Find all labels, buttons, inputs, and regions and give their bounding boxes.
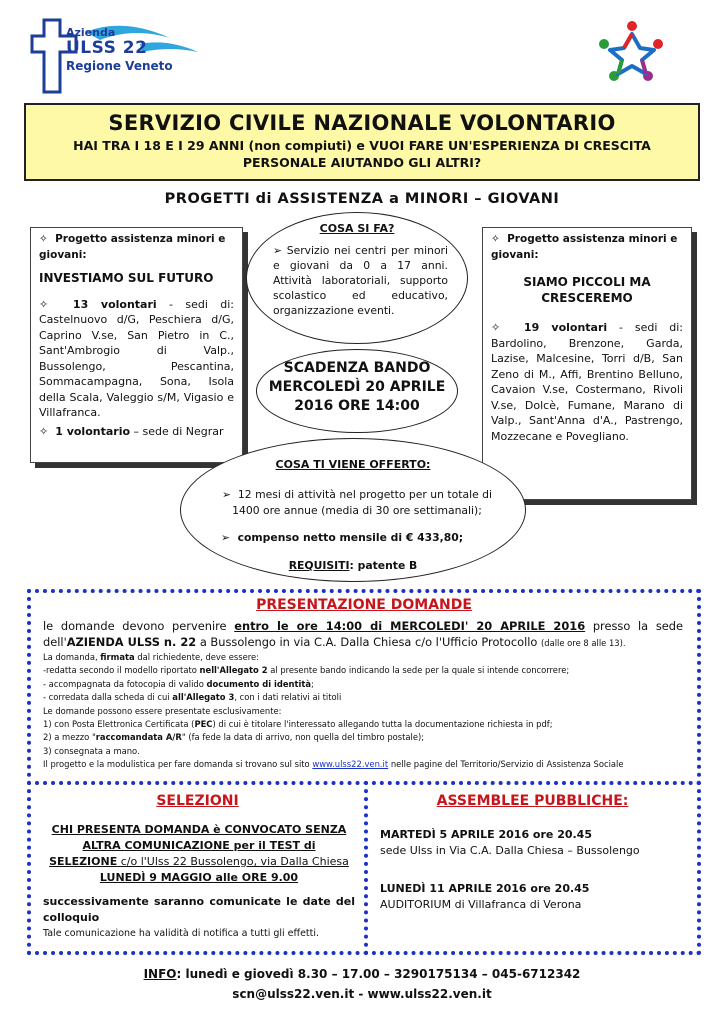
project-right-sedi: ✧ 19 volontari - sedi di: Bardolino, Brenzone, Garda, Lazise, Malcesine, Torri d/B, San Zeno di M., Affi, Brentino Belluno, Cavaion V.se, Costermano, Rivoli V.se, Dolcè, Fumane, Marano di Valp., Sant'Anna d'A., Pastrengo, Mozzecane e Povegliano. — [491, 321, 683, 443]
presentazione-line: - accompagnata da fotocopia di valido documento di identità; — [43, 678, 314, 689]
project-right-head: ✧ Progetto assistenza minori e giovani: — [491, 233, 678, 261]
selezioni-line-4: LUNEDÌ 9 MAGGIO alle ORE 9.00 — [99, 871, 299, 884]
page-title: SERVIZIO CIVILE NAZIONALE VOLONTARIO — [108, 111, 616, 135]
cosa-si-fa-title: COSA SI FA? — [319, 222, 395, 235]
diamond-bullet-icon: ✧ — [491, 321, 524, 334]
footer — [0, 964, 724, 1004]
offerto-title: COSA TI VIENE OFFERTO: — [275, 458, 431, 471]
assemblea-place-1: sede Ulss in Via C.A. Dalla Chiesa – Bussolengo — [380, 844, 640, 857]
footer-info: INFO: lunedì e giovedì 8.30 – 17.00 – 3290175134 – 045-6712342 — [143, 967, 581, 981]
presentazione-line: 3) consegnata a mano. — [43, 745, 140, 756]
presentazione-paragraph: le domande devono pervenire entro le ore 14:00 di MERCOLEDI' 20 APRILE 2016 presso la sede dell'AZIENDA ULSS n. 22 a Bussolengo in via C.A. Dalla Chiesa c/o l'Ufficio Protocollo (dalle ore 8 alle 13). — [43, 619, 683, 649]
cosa-si-fa-bubble — [246, 212, 468, 344]
presentazione-line: 1) con Posta Elettronica Certificata (PEC) di cui è titolare l'interessato allegando tutta la documentazione richiesta in pdf; — [43, 719, 553, 730]
project-left-extra: ✧ 1 volontario – sede di Negrar — [39, 424, 224, 438]
scadenza-bubble — [256, 349, 458, 433]
arrow-bullet-icon: ➢ — [221, 488, 238, 501]
presentazione-line: 2) a mezzo "raccomandata A/R" (fa fede la data di arrivo, non quella del timbro postale); — [43, 732, 425, 743]
assemblea-date-1: MARTEDÌ 5 APRILE 2016 ore 20.45 — [380, 828, 592, 841]
project-left-sedi: ✧ 13 volontari - sedi di: Castelnuovo d/G, Peschiera d/G, Caprino V.se, San Pietro in C., Sant'Ambrogio di Valp., Bussolengo, Pescantina, Sommacampagna, Sona, Isola della Scala, Valeggio s/M, Vigasio e Villafranca. — [39, 297, 234, 419]
presentazione-section — [27, 589, 701, 785]
servizio-civile-star-logo-icon — [596, 16, 668, 88]
presentazione-line: -redatta secondo il modello riportato nell'Allegato 2 al presente bando indicando la sede per la quale si intende concorrere; — [43, 665, 570, 676]
scadenza-line-3: 2016 ORE 14:00 — [294, 398, 420, 414]
selezioni-section — [27, 781, 368, 955]
cosa-si-fa-text: ➢ Servizio nei centri per minori e giovani da 0 a 17 anni. Attività laboratoriali, supporto scolastico ed educativo, organizzazione eventi. — [273, 244, 448, 317]
scadenza-line-1: SCADENZA BANDO — [283, 360, 431, 376]
project-box-left — [30, 227, 243, 463]
project-right-name: SIAMO PICCOLI MA CRESCEREMO — [523, 275, 651, 305]
selezioni-line-1: CHI PRESENTA DOMANDA è CONVOCATO SENZA — [51, 823, 347, 836]
page-subtitle: HAI TRA I 18 E I 29 ANNI (non compiuti) e VUOI FARE UN'ESPERIENZA DI CRESCITA PERSONALE AIUTANDO GLI ALTRI? — [73, 138, 651, 170]
logo-text-ulss: ULSS 22 — [66, 38, 148, 58]
assemblee-title: ASSEMBLEE PUBBLICHE: — [436, 793, 629, 809]
section-title: PROGETTI di ASSISTENZA a MINORI – GIOVANI — [164, 191, 560, 207]
selezioni-body — [43, 822, 355, 942]
offerto-item-1: ➢ 12 mesi di attività nel progetto per un totale di 1400 ore annue (media di 30 ore settimanali); — [221, 488, 493, 517]
presentazione-line: Le domande possono essere presentate esclusivamente: — [43, 705, 282, 716]
presentazione-line: Il progetto e la modulistica per fare domanda si trovano sul sito www.ulss22.ven.it nelle pagine del Territorio/Servizio di Assistenza Sociale — [43, 759, 624, 770]
logo-text-region: Regione Veneto — [66, 59, 173, 73]
assemblee-section — [364, 781, 701, 955]
presentazione-line: La domanda, firmata dal richiedente, deve essere: — [43, 652, 259, 662]
footer-contacts: scn@ulss22.ven.it - www.ulss22.ven.it — [232, 987, 492, 1001]
presentazione-body — [43, 618, 683, 772]
presentazione-title: PRESENTAZIONE DOMANDE — [256, 597, 472, 613]
offerto-item-2: ➢ compenso netto mensile di € 433,80; — [221, 531, 464, 544]
selezioni-line-3: SELEZIONE c/o l'Ulss 22 Bussolengo, via Dalla Chiesa — [49, 855, 349, 868]
selezioni-title: SELEZIONI — [156, 793, 239, 809]
arrow-bullet-icon: ➢ — [221, 531, 238, 544]
selezioni-line-5: successivamente saranno comunicate le date del colloquio — [43, 895, 355, 924]
assemblea-date-2: LUNEDÌ 11 APRILE 2016 ore 20.45 — [380, 882, 590, 895]
website-link[interactable]: www.ulss22.ven.it — [312, 759, 389, 770]
project-left-head: ✧ Progetto assistenza minori e giovani: — [39, 233, 226, 261]
selezioni-line-2: ALTRA COMUNICAZIONE per il TEST di — [82, 839, 316, 852]
scadenza-line-2: MERCOLEDÌ 20 APRILE — [268, 379, 446, 395]
project-left-name: INVESTIAMO SUL FUTURO — [39, 271, 214, 285]
diamond-bullet-icon: ✧ — [39, 424, 56, 438]
header-banner — [24, 103, 700, 181]
diamond-bullet-icon: ✧ — [39, 233, 56, 245]
offerto-bubble — [180, 438, 526, 582]
diamond-bullet-icon: ✧ — [491, 233, 508, 245]
assemblee-body — [380, 827, 690, 913]
selezioni-line-6: Tale comunicazione ha validità di notifica a tutti gli effetti. — [43, 928, 320, 939]
arrow-bullet-icon: ➢ — [273, 244, 287, 257]
assemblea-place-2: AUDITORIUM di Villafranca di Verona — [380, 898, 582, 911]
logo-text-azienda: Azienda — [66, 26, 116, 39]
requisiti: REQUISITI: patente B — [288, 559, 418, 572]
diamond-bullet-icon: ✧ — [39, 297, 73, 311]
presentazione-line: - corredata dalla scheda di cui all'Allegato 3, con i dati relativi ai titoli — [43, 692, 342, 703]
